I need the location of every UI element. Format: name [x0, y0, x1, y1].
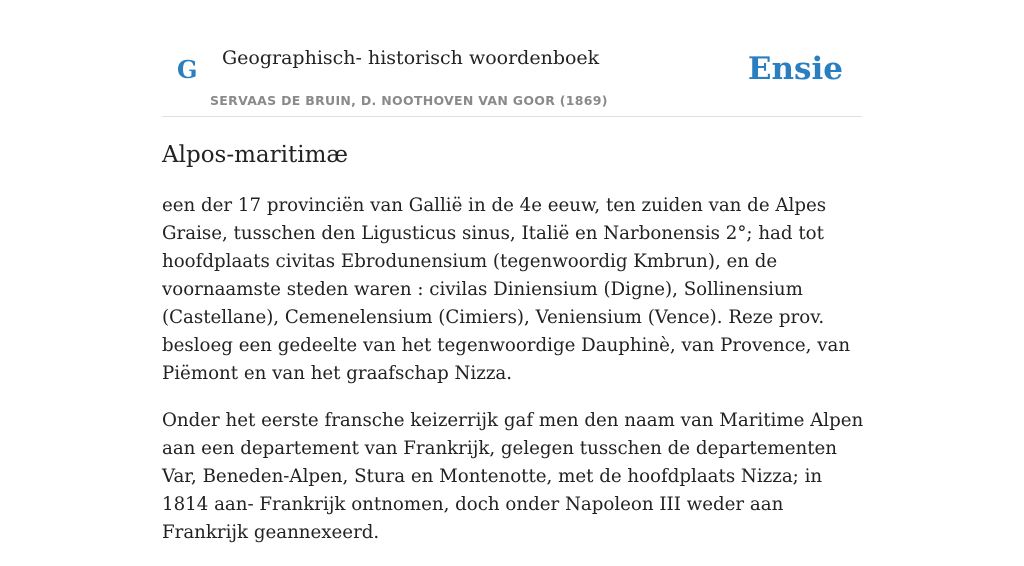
entry-paragraph: Onder het eerste fransche keizerrijk gaf men den naam van Maritime Alpen aan een departement van Frankrijk, gelegen tusschen de departementen Var, Beneden-Alpen, Stura en Montenotte, met de hoofdplaats Nizza; in 1814 aan- Frankrijk ontnomen, doch onder Napoleon III weder aan Frankrijk geannexeerd. [162, 410, 864, 543]
dictionary-author: SERVAAS DE BRUIN, D. NOOTHOVEN VAN GOOR (1869) [210, 93, 608, 108]
dictionary-header [162, 0, 862, 117]
entry-body [162, 192, 867, 566]
ensie-brand-logo[interactable]: Ensie [747, 51, 843, 87]
dictionary-title[interactable]: Geographisch- historisch woordenboek [222, 47, 600, 69]
entry-title: Alpos-maritimæ [162, 142, 349, 168]
entry-paragraph: een der 17 provinciën van Gallië in de 4e eeuw, ten zuiden van de Alpes Graise, tusschen den Ligusticus sinus, Italië en Narbonensis 2°; had tot hoofdplaats civitas Ebrodunensium (tegenwoordig Kmbrun), en de voornaamste steden waren : civilas Diniensium (Digne), Sollinensium (Castellane), Cemenelensium (Cimiers), Veniensium (Vence). Reze prov. besloeg een gedeelte van het tegenwoordige Dauphinè, van Provence, van Piëmont en van het graafschap Nizza. [162, 195, 851, 384]
dictionary-logo[interactable]: G [177, 55, 198, 84]
page [162, 0, 864, 543]
